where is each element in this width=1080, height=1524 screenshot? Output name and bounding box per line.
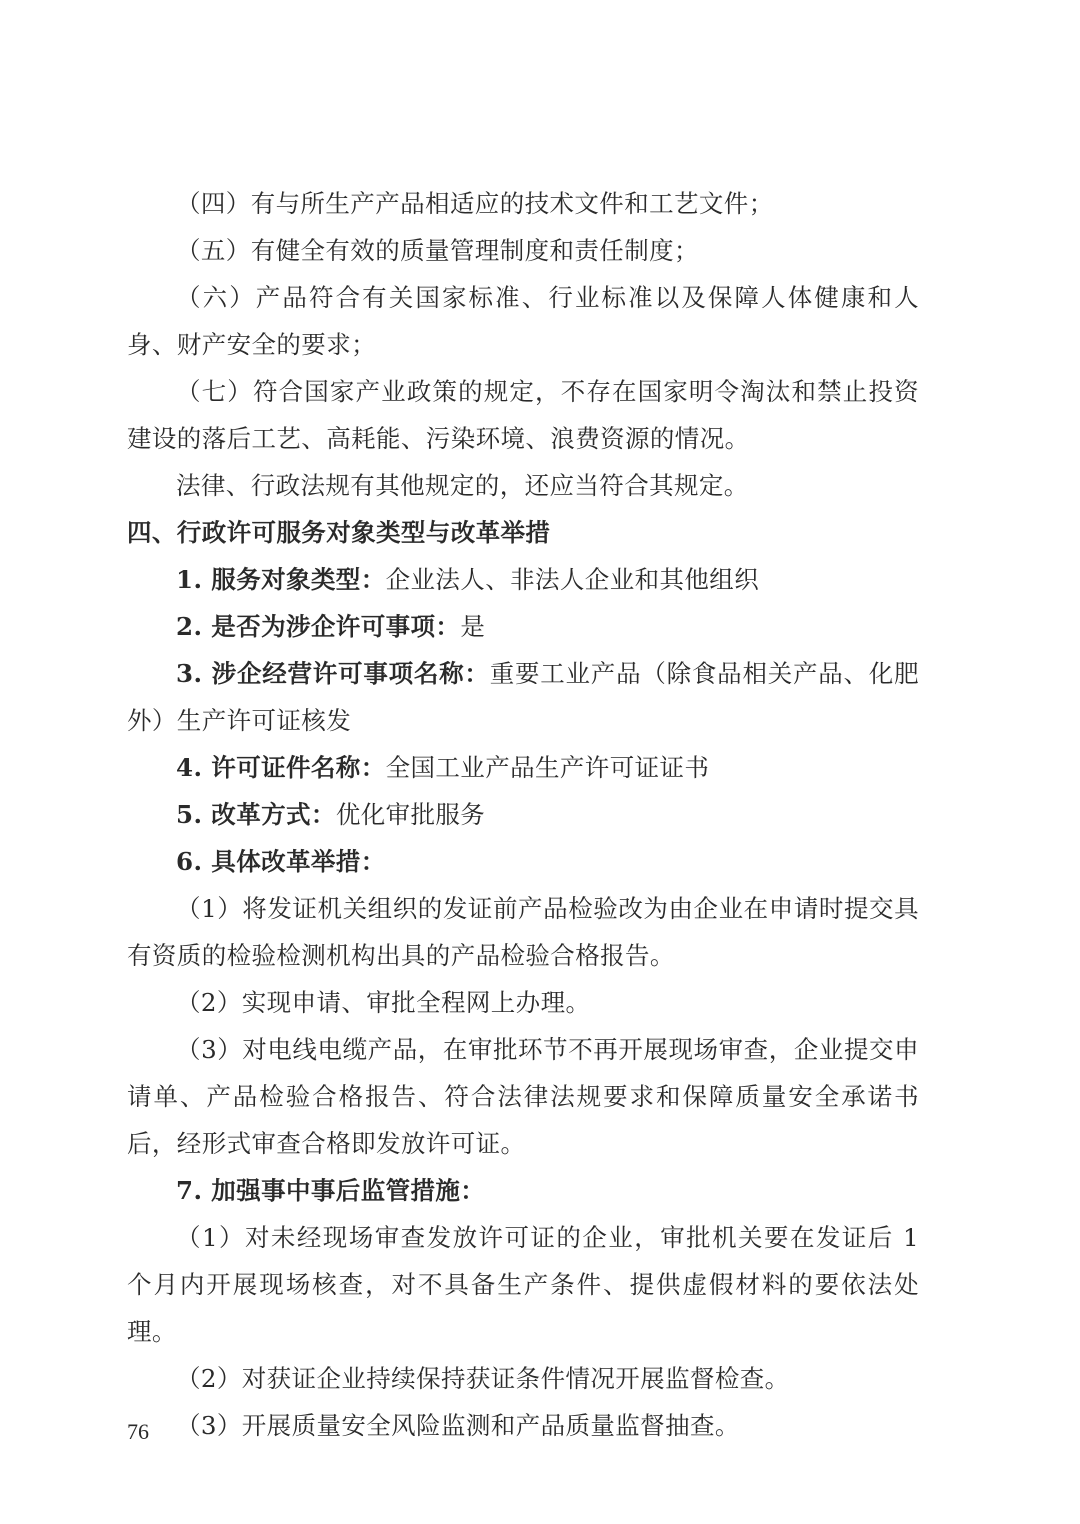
- reform-measure-1: （1）将发证机关组织的发证前产品检验改为由企业在申请时提交具有资质的检验检测机构出具的产品检验合格报告。: [127, 894, 919, 970]
- supervision-measure-1: （1）对未经现场审查发放许可证的企业，审批机关要在发证后 1 个月内开展现场核查，对不具备生产条件、提供虚假材料的要依法处理。: [127, 1223, 919, 1346]
- supervision-measure-2: （2）对获证企业持续保持获证条件情况开展监督检查。: [176, 1364, 790, 1393]
- condition-4: （四）有与所生产产品相适应的技术文件和工艺文件；: [176, 189, 774, 218]
- item-label: 7. 加强事中事后监管措施：: [176, 1176, 486, 1205]
- other-regulations-note: 法律、行政法规有其他规定的，还应当符合其规定。: [176, 471, 749, 500]
- item-label: 1. 服务对象类型：: [176, 565, 386, 594]
- item-license-name: [127, 650, 919, 744]
- item-supervision-measures: [127, 1167, 919, 1214]
- condition-7: （七）符合国家产业政策的规定，不存在国家明令淘汰和禁止投资建设的落后工艺、高耗能、污染环境、浪费资源的情况。: [127, 377, 919, 453]
- item-label: 5. 改革方式：: [176, 800, 336, 829]
- item-value: 优化审批服务: [335, 800, 486, 829]
- item-label: 3. 涉企经营许可事项名称：: [176, 659, 490, 688]
- item-value: 企业法人、非法人企业和其他组织: [385, 565, 760, 594]
- item-value: 全国工业产品生产许可证证书: [385, 753, 710, 782]
- item-value: 重要工业产品（除食品相关产品、化肥外）生产许可证核发: [127, 659, 919, 735]
- item-value: 是: [460, 612, 486, 641]
- document-body: [127, 180, 919, 1449]
- page-number: 76: [127, 1419, 149, 1444]
- item-enterprise-related: [127, 603, 919, 650]
- item-reform-method: [127, 791, 919, 838]
- reform-measure-3: （3）对电线电缆产品，在审批环节不再开展现场审查，企业提交申请单、产品检验合格报告、符合法律法规要求和保障质量安全承诺书后，经形式审查合格即发放许可证。: [127, 1035, 919, 1158]
- reform-measure-2: （2）实现申请、审批全程网上办理。: [176, 988, 591, 1017]
- supervision-measure-3: （3）开展质量安全风险监测和产品质量监督抽查。: [176, 1411, 740, 1440]
- condition-5: （五）有健全有效的质量管理制度和责任制度；: [176, 236, 699, 265]
- item-label: 6. 具体改革举措：: [176, 847, 386, 876]
- section-heading: 四、行政许可服务对象类型与改革举措: [127, 518, 551, 547]
- item-label: 4. 许可证件名称：: [176, 753, 386, 782]
- item-certificate-name: [127, 744, 919, 791]
- condition-6: （六）产品符合有关国家标准、行业标准以及保障人体健康和人身、财产安全的要求；: [127, 283, 919, 359]
- item-label: 2. 是否为涉企许可事项：: [176, 612, 461, 641]
- item-service-type: [127, 556, 919, 603]
- item-reform-measures: [127, 838, 919, 885]
